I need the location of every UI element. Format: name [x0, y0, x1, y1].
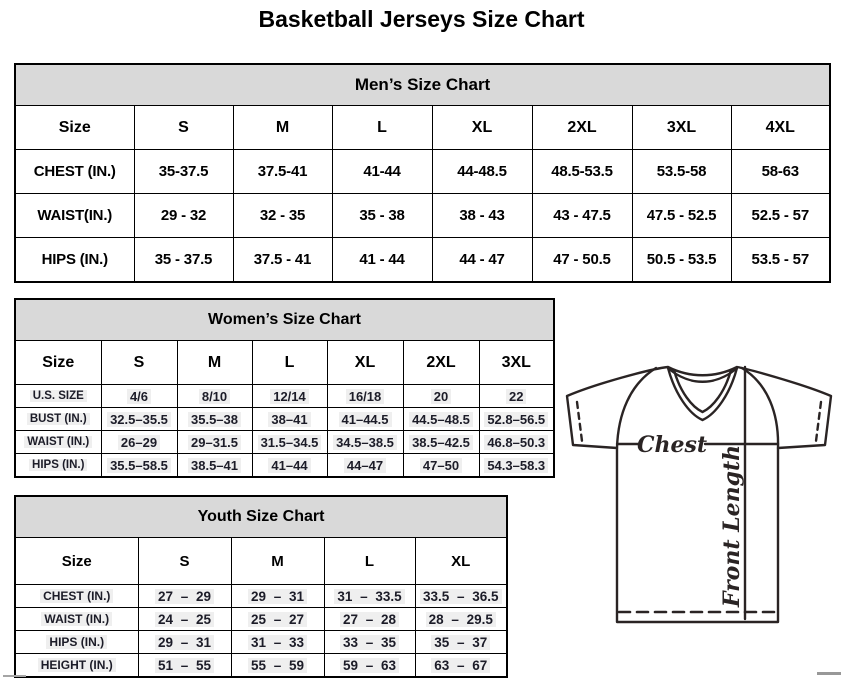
women-band-row [15, 299, 554, 341]
table-cell: 35 - 38 [332, 194, 432, 238]
table-cell: 35.5–38 [177, 408, 252, 431]
table-cell: 26–29 [101, 431, 177, 454]
mens-size-table [14, 63, 831, 283]
column-header-size: Size [15, 106, 134, 150]
table-cell: 33.5 – 36.5 [415, 585, 507, 608]
table-cell: 48.5-53.5 [532, 150, 632, 194]
column-header-l: L [252, 341, 327, 385]
women-table-title: Women’s Size Chart [15, 299, 554, 341]
column-header-xl: XL [415, 538, 507, 585]
table-cell: 31.5–34.5 [252, 431, 327, 454]
table-cell: 35 - 37.5 [134, 238, 233, 283]
table-cell: 29 – 31 [138, 631, 231, 654]
table-cell: 32 - 35 [233, 194, 332, 238]
row-label: CHEST (IN.) [15, 150, 134, 194]
column-header-l: L [332, 106, 432, 150]
table-row [15, 238, 830, 283]
table-cell: 51 – 55 [138, 654, 231, 678]
table-cell: 24 – 25 [138, 608, 231, 631]
table-cell: 41-44 [332, 150, 432, 194]
youth-table-title: Youth Size Chart [15, 496, 507, 538]
table-cell: 32.5–35.5 [101, 408, 177, 431]
column-header-m: M [233, 106, 332, 150]
scrollbar-fragment-left[interactable] [3, 675, 26, 677]
table-cell: 29 – 31 [231, 585, 324, 608]
column-header-2xl: 2XL [403, 341, 479, 385]
column-header-s: S [134, 106, 233, 150]
table-cell: 59 – 63 [324, 654, 415, 678]
table-row [15, 431, 554, 454]
table-cell: 38.5–41 [177, 454, 252, 478]
youth-size-table [14, 495, 508, 678]
table-cell: 22 [479, 385, 554, 408]
men-table-title: Men’s Size Chart [15, 64, 830, 106]
table-cell: 28 – 29.5 [415, 608, 507, 631]
table-cell: 58-63 [731, 150, 830, 194]
column-header-size: Size [15, 341, 101, 385]
table-row [15, 631, 507, 654]
youth-band-row [15, 496, 507, 538]
table-cell: 47 - 50.5 [532, 238, 632, 283]
row-label: WAIST (IN.) [15, 608, 138, 631]
table-row [15, 408, 554, 431]
table-cell: 63 – 67 [415, 654, 507, 678]
front-length-label: Front Length [719, 444, 745, 608]
women-header-row [15, 341, 554, 385]
table-cell: 41–44 [252, 454, 327, 478]
table-cell: 44.5–48.5 [403, 408, 479, 431]
table-cell: 54.3–58.3 [479, 454, 554, 478]
jersey-outline [567, 367, 831, 622]
table-cell: 37.5-41 [233, 150, 332, 194]
table-cell: 20 [403, 385, 479, 408]
table-cell: 47–50 [403, 454, 479, 478]
table-cell: 44–47 [327, 454, 403, 478]
column-header-xl: XL [327, 341, 403, 385]
row-label: HEIGHT (IN.) [15, 654, 138, 678]
men-band-row [15, 64, 830, 106]
column-header-3xl: 3XL [479, 341, 554, 385]
table-row [15, 608, 507, 631]
table-cell: 31 – 33.5 [324, 585, 415, 608]
table-cell: 34.5–38.5 [327, 431, 403, 454]
table-cell: 53.5-58 [632, 150, 731, 194]
table-row [15, 454, 554, 478]
page-title: Basketball Jerseys Size Chart [258, 6, 585, 32]
table-cell: 47.5 - 52.5 [632, 194, 731, 238]
table-cell: 27 – 29 [138, 585, 231, 608]
column-header-3xl: 3XL [632, 106, 731, 150]
table-cell: 33 – 35 [324, 631, 415, 654]
table-cell: 52.8–56.5 [479, 408, 554, 431]
table-cell: 29 - 32 [134, 194, 233, 238]
row-label: CHEST (IN.) [15, 585, 138, 608]
table-cell: 44-48.5 [432, 150, 532, 194]
column-header-l: L [324, 538, 415, 585]
table-cell: 12/14 [252, 385, 327, 408]
column-header-m: M [177, 341, 252, 385]
row-label: WAIST(IN.) [15, 194, 134, 238]
table-cell: 55 – 59 [231, 654, 324, 678]
row-label: HIPS (IN.) [15, 454, 101, 478]
table-cell: 52.5 - 57 [731, 194, 830, 238]
column-header-s: S [138, 538, 231, 585]
table-cell: 38 - 43 [432, 194, 532, 238]
men-header-row [15, 106, 830, 150]
table-cell: 41 - 44 [332, 238, 432, 283]
row-label: U.S. SIZE [15, 385, 101, 408]
table-cell: 35.5–58.5 [101, 454, 177, 478]
column-header-xl: XL [432, 106, 532, 150]
table-cell: 38.5–42.5 [403, 431, 479, 454]
table-cell: 27 – 28 [324, 608, 415, 631]
table-row [15, 585, 507, 608]
row-label: HIPS (IN.) [15, 238, 134, 283]
column-header-s: S [101, 341, 177, 385]
table-cell: 53.5 - 57 [731, 238, 830, 283]
table-cell: 31 – 33 [231, 631, 324, 654]
scrollbar-fragment-right[interactable] [817, 672, 841, 675]
column-header-2xl: 2XL [532, 106, 632, 150]
table-row [15, 150, 830, 194]
table-cell: 37.5 - 41 [233, 238, 332, 283]
table-cell: 50.5 - 53.5 [632, 238, 731, 283]
jersey-diagram-svg [555, 353, 843, 625]
table-cell: 25 – 27 [231, 608, 324, 631]
table-cell: 43 - 47.5 [532, 194, 632, 238]
table-row [15, 385, 554, 408]
row-label: WAIST (IN.) [15, 431, 101, 454]
table-cell: 46.8–50.3 [479, 431, 554, 454]
jersey-measurement-diagram [555, 353, 843, 625]
youth-header-row [15, 538, 507, 585]
table-cell: 29–31.5 [177, 431, 252, 454]
column-header-4xl: 4XL [731, 106, 830, 150]
table-cell: 41–44.5 [327, 408, 403, 431]
row-label: HIPS (IN.) [15, 631, 138, 654]
table-row [15, 654, 507, 678]
table-cell: 16/18 [327, 385, 403, 408]
chest-label: Chest [636, 432, 708, 458]
row-label: BUST (IN.) [15, 408, 101, 431]
table-cell: 4/6 [101, 385, 177, 408]
table-cell: 35-37.5 [134, 150, 233, 194]
table-cell: 35 – 37 [415, 631, 507, 654]
column-header-m: M [231, 538, 324, 585]
table-cell: 8/10 [177, 385, 252, 408]
table-row [15, 194, 830, 238]
column-header-size: Size [15, 538, 138, 585]
table-cell: 44 - 47 [432, 238, 532, 283]
table-cell: 38–41 [252, 408, 327, 431]
womens-size-table [14, 298, 555, 478]
